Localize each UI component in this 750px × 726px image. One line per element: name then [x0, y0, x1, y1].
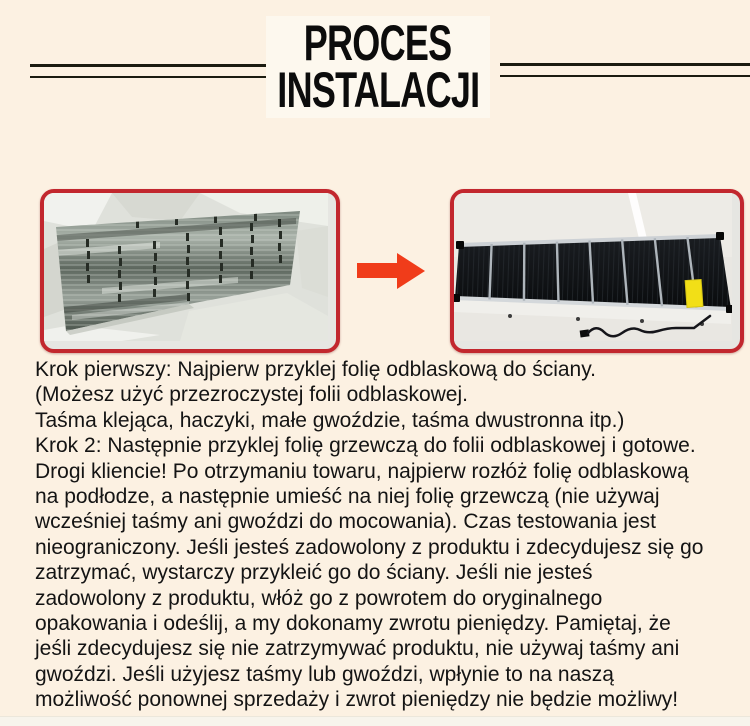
page-title-line1: PROCES	[304, 15, 452, 71]
after-photo	[450, 189, 744, 353]
instruction-line: (Możesz użyć przezroczystej folii odblaskowej.	[35, 383, 468, 407]
instruction-line: możliwość ponownej sprzedaży i zwrot pieniędzy nie będzie możliwy!	[35, 688, 679, 712]
page-title	[266, 16, 490, 118]
instruction-line: jeśli zdecydujesz się nie zatrzymywać produktu, nie używaj taśmy ani	[35, 637, 680, 661]
arrow-right-icon	[357, 252, 425, 290]
instruction-line: nieograniczony. Jeśli jesteś zadowolony z produktu i zdecydujesz się go	[35, 535, 704, 559]
page-title-line2: INSTALACJI	[276, 62, 480, 118]
reflective-foil-illustration	[44, 193, 328, 341]
instruction-line: zadowolony z produktu, włóż go z powrotem do oryginalnego	[35, 586, 603, 610]
instruction-line: Drogi kliencie! Po otrzymaniu towaru, najpierw rozłóż folię odblaskową	[35, 459, 689, 483]
instruction-line: Krok pierwszy: Najpierw przyklej folię odblaskową do ściany.	[35, 358, 597, 381]
bottom-divider	[0, 716, 750, 726]
instruction-line: opakowania i odeślij, a my dokonamy zwrotu pieniędzy. Pamiętaj, że	[35, 612, 671, 636]
header-rule-left-top	[30, 64, 272, 67]
instruction-line: Krok 2: Następnie przyklej folię grzewczą do folii odblaskowej i gotowe.	[35, 434, 696, 458]
instruction-line: Taśma klejąca, haczyki, małe gwoździe, taśma dwustronna itp.)	[35, 408, 625, 432]
header-rule-right-top	[500, 63, 750, 66]
instruction-line: wcześniej taśmy ani gwoździ do mocowania). Czas testowania jest	[35, 510, 656, 534]
header-rule-right-bottom	[500, 75, 750, 77]
heating-film-illustration	[454, 193, 732, 341]
instruction-line: na podłodze, a następnie umieść na niej folię grzewczą (nie używaj	[35, 485, 660, 509]
header-rule-left-bottom	[30, 76, 272, 78]
instruction-line: gwoździ. Jeśli użyjesz taśmy lub gwoździ, wpłynie to na naszą	[35, 662, 614, 686]
before-photo	[40, 189, 340, 353]
instruction-line: zatrzymać, wystarczy przykleić go do ściany. Jeśli nie jesteś	[35, 561, 593, 585]
installation-instructions	[35, 357, 735, 713]
